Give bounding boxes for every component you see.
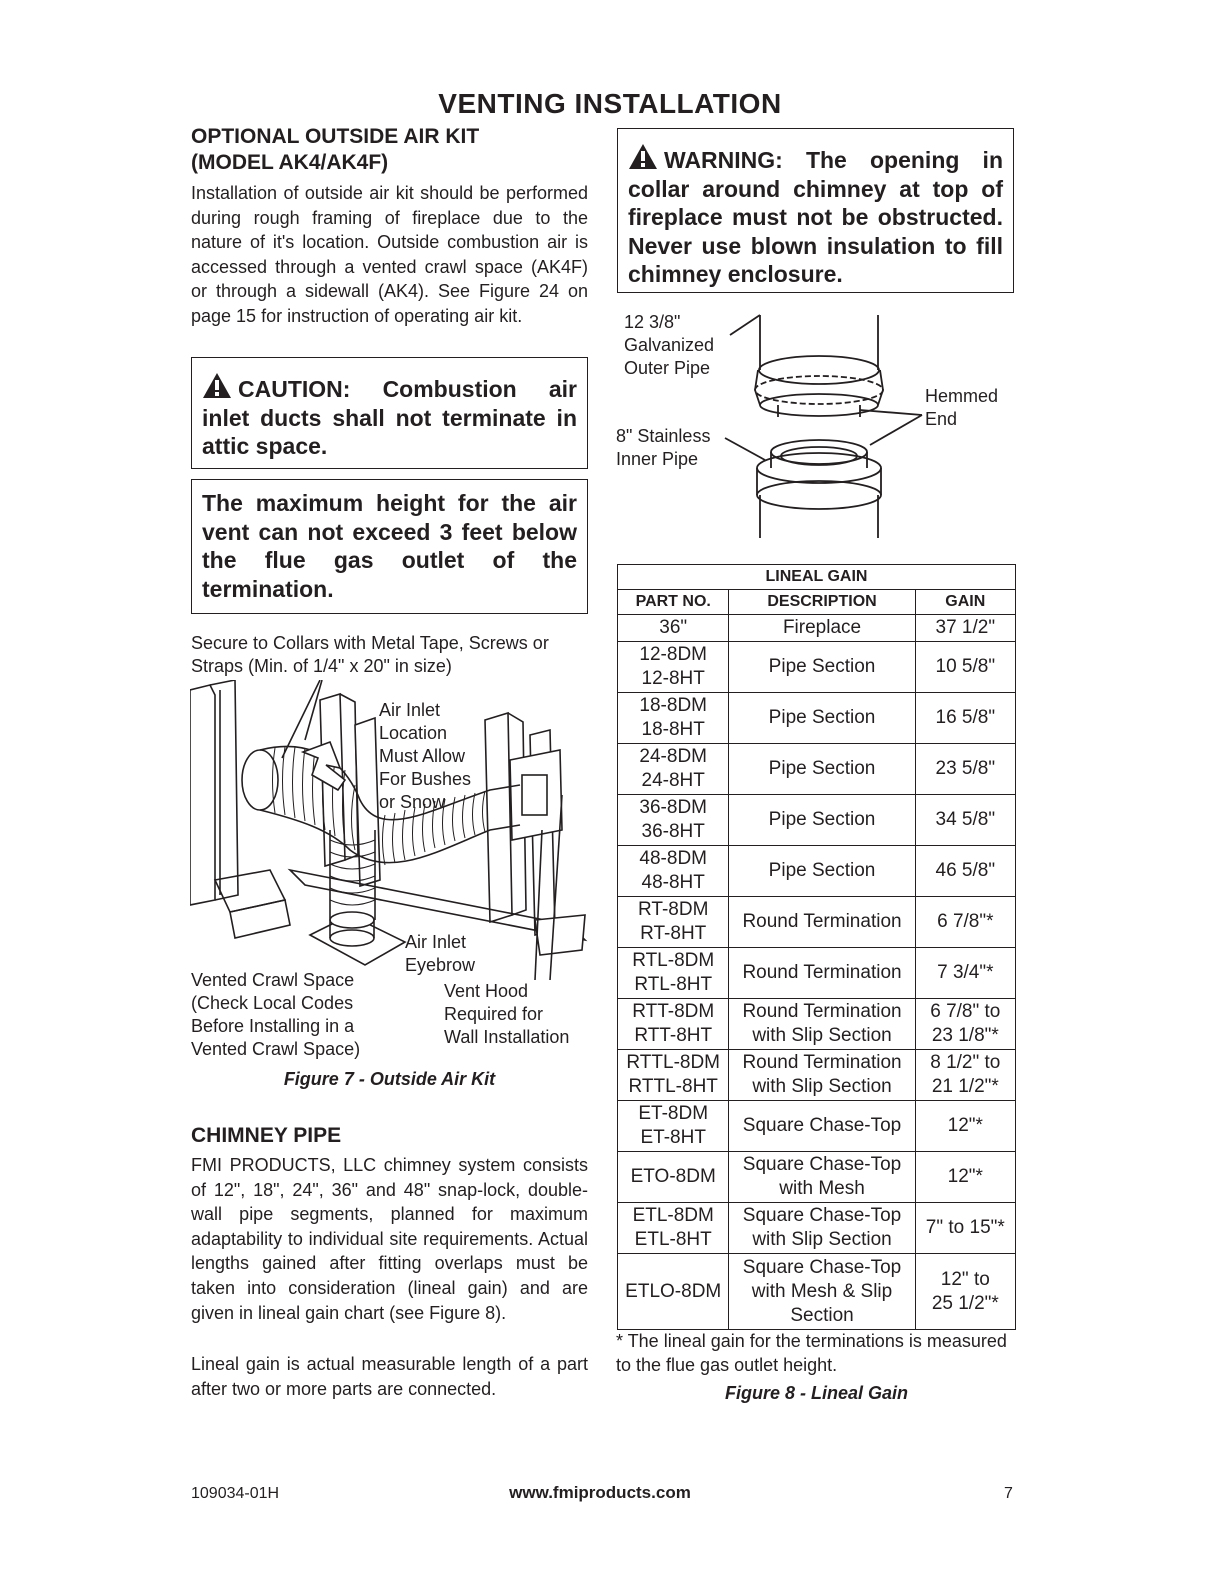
air-inlet-location-line: Air Inlet [379, 700, 441, 720]
cell-line: 12"* [947, 1115, 983, 1136]
cell-part [618, 846, 729, 897]
cell-line: with Slip Section [752, 1229, 892, 1250]
cell-line: with Slip Section [752, 1076, 892, 1097]
cell-line: Square Chase-Top [742, 1115, 902, 1136]
column-header: DESCRIPTION [729, 590, 915, 615]
cell-gain [915, 693, 1015, 744]
cell-line: 36" [659, 617, 688, 638]
air-inlet-location-line: or Snow [379, 792, 446, 812]
cell-desc [729, 897, 915, 948]
cell-line: 25 1/2"* [931, 1292, 999, 1314]
page-title: VENTING INSTALLATION [438, 88, 782, 119]
cell-part [618, 948, 729, 999]
cell-line: RTL-8HT [634, 974, 713, 995]
hemmed-end-line: Hemmed [925, 386, 999, 406]
inner-pipe-label [616, 425, 710, 471]
warning-text: WARNING: The opening in collar around chimney at top of fireplace must not be obstructed. Never use blown insulation to fill chimney enclosure. [628, 147, 1003, 287]
cell-line: 34 5/8" [935, 809, 996, 830]
cell-line: 24-8HT [641, 770, 705, 791]
cell-line: 12-8DM [639, 644, 707, 665]
cell-line: RTL-8DM [632, 950, 715, 971]
cell-line: RTTL-8HT [628, 1076, 718, 1097]
air-inlet-eyebrow-label [405, 931, 475, 977]
cell-line: Pipe Section [768, 860, 876, 881]
table-row [618, 999, 1016, 1050]
cell-gain [915, 1254, 1015, 1330]
cell-part [618, 1050, 729, 1101]
cell-line: with Mesh [779, 1178, 865, 1199]
vent-hood-line: Required for [444, 1004, 544, 1024]
table-row [618, 642, 1016, 693]
cell-gain [915, 1152, 1015, 1203]
chimney-pipe-illustration [720, 310, 930, 545]
cell-line: Round Termination [742, 962, 902, 983]
cell-line: with Slip Section [752, 1025, 892, 1046]
cell-line: Round Termination [742, 1001, 902, 1022]
cell-part [618, 1101, 729, 1152]
chimney-heading: CHIMNEY PIPE [191, 1124, 342, 1147]
warning-box [617, 128, 1014, 293]
cell-line: Pipe Section [768, 809, 876, 830]
air-inlet-eyebrow-line: Eyebrow [405, 955, 476, 975]
table-row [618, 846, 1016, 897]
cell-line: Fireplace [782, 617, 862, 638]
cell-gain [915, 795, 1015, 846]
cell-line: 37 1/2" [935, 617, 996, 638]
cell-line: 16 5/8" [935, 707, 996, 728]
cell-line: 36-8HT [641, 821, 705, 842]
cell-line: 23 1/8"* [931, 1025, 999, 1046]
table-row [618, 1152, 1016, 1203]
cell-line: 18-8HT [641, 719, 705, 740]
cell-line: 24-8DM [639, 746, 707, 767]
cell-gain [915, 1101, 1015, 1152]
cell-line: Round Termination [742, 911, 902, 932]
vent-hood-line: Vent Hood [444, 981, 529, 1001]
max-height-box: The maximum height for the air vent can not exceed 3 feet below the flue gas outlet of the termination. [191, 479, 588, 614]
table-row [618, 1254, 1016, 1330]
cell-gain [915, 744, 1015, 795]
outside-air-paragraph: Installation of outside air kit should be performed during rough framing of fireplace due to the nature of it's location. Outside combustion air is accessed through a vented crawl space (AK4F) or through a sidewall (AK4). See Figure 24 on page 15 for instruction of operating air kit. [191, 183, 588, 326]
page-number: 7 [1004, 1485, 1013, 1502]
cell-line: 12-8HT [641, 668, 705, 689]
vent-hood-label [444, 980, 569, 1049]
cell-desc [729, 744, 915, 795]
table-row [618, 897, 1016, 948]
cell-gain [915, 846, 1015, 897]
cell-part [618, 1203, 729, 1254]
column-header: PART NO. [618, 590, 729, 615]
cell-line: 10 5/8" [935, 656, 996, 677]
cell-part [618, 615, 729, 642]
cell-desc [729, 693, 915, 744]
cell-gain [915, 615, 1015, 642]
air-inlet-location-line: Must Allow [379, 746, 466, 766]
cell-line: Pipe Section [768, 656, 876, 677]
figure7-caption: Figure 7 - Outside Air Kit [283, 1069, 496, 1089]
inner-pipe-line: Inner Pipe [616, 449, 699, 469]
cell-line: ET-8DM [638, 1103, 709, 1124]
cell-line: 23 5/8" [935, 758, 996, 779]
table-row [618, 1203, 1016, 1254]
outside-air-heading [191, 124, 479, 176]
cell-line: 18-8DM [639, 695, 707, 716]
cell-line: 6 7/8" to [930, 1001, 1001, 1022]
cell-desc [729, 642, 915, 693]
cell-gain [915, 948, 1015, 999]
cell-line: ETL-8HT [634, 1229, 712, 1250]
cell-line: 6 7/8"* [937, 911, 994, 932]
outer-pipe-line: Galvanized [624, 335, 715, 355]
cell-line: ETO-8DM [630, 1166, 716, 1187]
air-inlet-location-line: For Bushes [379, 769, 472, 789]
cell-desc [729, 795, 915, 846]
outer-pipe-label [624, 311, 714, 380]
warning-triangle-icon [628, 143, 658, 170]
outside-air-heading-line2: (MODEL AK4/AK4F) [191, 151, 389, 174]
cell-line: Square Chase-Top [742, 1256, 902, 1278]
lineal-gain-table [617, 564, 1016, 1330]
cell-line: Round Termination [742, 1052, 902, 1073]
hemmed-end-label [925, 385, 998, 431]
table-row [618, 1050, 1016, 1101]
cell-gain [915, 1050, 1015, 1101]
cell-line: 7 3/4"* [937, 962, 994, 983]
cell-line: 8 1/2" to [930, 1052, 1001, 1073]
cell-part [618, 1254, 729, 1330]
cell-part [618, 744, 729, 795]
cell-desc [729, 1101, 915, 1152]
vented-crawl-line: Vented Crawl Space) [191, 1039, 361, 1059]
table-row [618, 795, 1016, 846]
cell-line: Section [790, 1304, 854, 1326]
air-inlet-location-line: Location [379, 723, 448, 743]
cell-line: ETLO-8DM [625, 1280, 722, 1302]
cell-desc [729, 1050, 915, 1101]
table-row [618, 615, 1016, 642]
cell-line: RT-8HT [640, 923, 707, 944]
cell-line: RT-8DM [638, 899, 709, 920]
vented-crawl-line: Before Installing in a [191, 1016, 355, 1036]
lineal-gain-footnote: * The lineal gain for the terminations is measured to the flue gas outlet height. [616, 1331, 1007, 1375]
cell-line: Square Chase-Top [742, 1205, 902, 1226]
cell-desc [729, 1254, 915, 1330]
cell-line: 46 5/8" [935, 860, 996, 881]
cell-gain [915, 897, 1015, 948]
caution-text: CAUTION: Combustion air inlet ducts shall not terminate in attic space. [202, 376, 577, 459]
outside-air-heading-line1: OPTIONAL OUTSIDE AIR KIT [191, 125, 480, 148]
cell-gain [915, 999, 1015, 1050]
outer-pipe-line: 12 3/8" [624, 312, 681, 332]
cell-desc [729, 1203, 915, 1254]
document-number: 109034-01H [191, 1485, 280, 1502]
vented-crawl-label [191, 969, 360, 1061]
cell-line: RTT-8HT [634, 1025, 713, 1046]
cell-part [618, 642, 729, 693]
cell-part [618, 795, 729, 846]
secure-collars-label: Secure to Collars with Metal Tape, Screws or Straps (Min. of 1/4" x 20" in size) [191, 633, 549, 676]
cell-line: Square Chase-Top [742, 1154, 902, 1175]
cell-line: Pipe Section [768, 707, 876, 728]
figure8-caption: Figure 8 - Lineal Gain [724, 1383, 909, 1403]
vent-hood-line: Wall Installation [444, 1027, 570, 1047]
outer-pipe-line: Outer Pipe [624, 358, 711, 378]
cell-line: 48-8DM [639, 848, 707, 869]
vented-crawl-line: (Check Local Codes [191, 993, 354, 1013]
column-header: GAIN [915, 590, 1015, 615]
cell-gain [915, 642, 1015, 693]
cell-line: ET-8HT [640, 1127, 706, 1148]
cell-line: 21 1/2"* [931, 1076, 999, 1097]
cell-desc [729, 615, 915, 642]
cell-part [618, 1152, 729, 1203]
caution-box [191, 357, 588, 469]
cell-desc [729, 1152, 915, 1203]
table-row [618, 744, 1016, 795]
cell-line: 48-8HT [641, 872, 705, 893]
cell-desc [729, 999, 915, 1050]
cell-line: 12" to [940, 1268, 990, 1290]
air-inlet-location-label [379, 699, 471, 814]
air-inlet-eyebrow-line: Air Inlet [405, 932, 467, 952]
cell-line: RTTL-8DM [626, 1052, 721, 1073]
cell-line: 36-8DM [639, 797, 707, 818]
table-row [618, 693, 1016, 744]
vented-crawl-line: Vented Crawl Space [191, 970, 355, 990]
cell-line: Pipe Section [768, 758, 876, 779]
cell-line: 7" to 15"* [925, 1217, 1005, 1238]
table-row [618, 1101, 1016, 1152]
cell-part [618, 897, 729, 948]
table-title: LINEAL GAIN [618, 565, 1016, 590]
warning-triangle-icon [202, 372, 232, 399]
cell-desc [729, 948, 915, 999]
cell-gain [915, 1203, 1015, 1254]
inner-pipe-line: 8" Stainless [616, 426, 711, 446]
cell-desc [729, 846, 915, 897]
chimney-paragraph-2: Lineal gain is actual measurable length of a part after two or more parts are connected. [191, 1354, 588, 1399]
cell-part [618, 693, 729, 744]
cell-line: ETL-8DM [632, 1205, 714, 1226]
cell-part [618, 999, 729, 1050]
website-link: www.fmiproducts.com [509, 1483, 691, 1502]
cell-line: 12"* [947, 1166, 983, 1187]
hemmed-end-line: End [925, 409, 958, 429]
chimney-paragraph-1: FMI PRODUCTS, LLC chimney system consists of 12", 18", 24", 36" and 48" snap-lock, double-wall pipe segments, planned for maximum adaptability to individual site requirements. Actual lengths gained after fitting overlaps must be taken into consideration (lineal gain) and are given in lineal gain chart (see Figure 8). [191, 1155, 588, 1323]
cell-line: with Mesh & Slip [751, 1280, 893, 1302]
cell-line: RTT-8DM [632, 1001, 715, 1022]
table-row [618, 948, 1016, 999]
